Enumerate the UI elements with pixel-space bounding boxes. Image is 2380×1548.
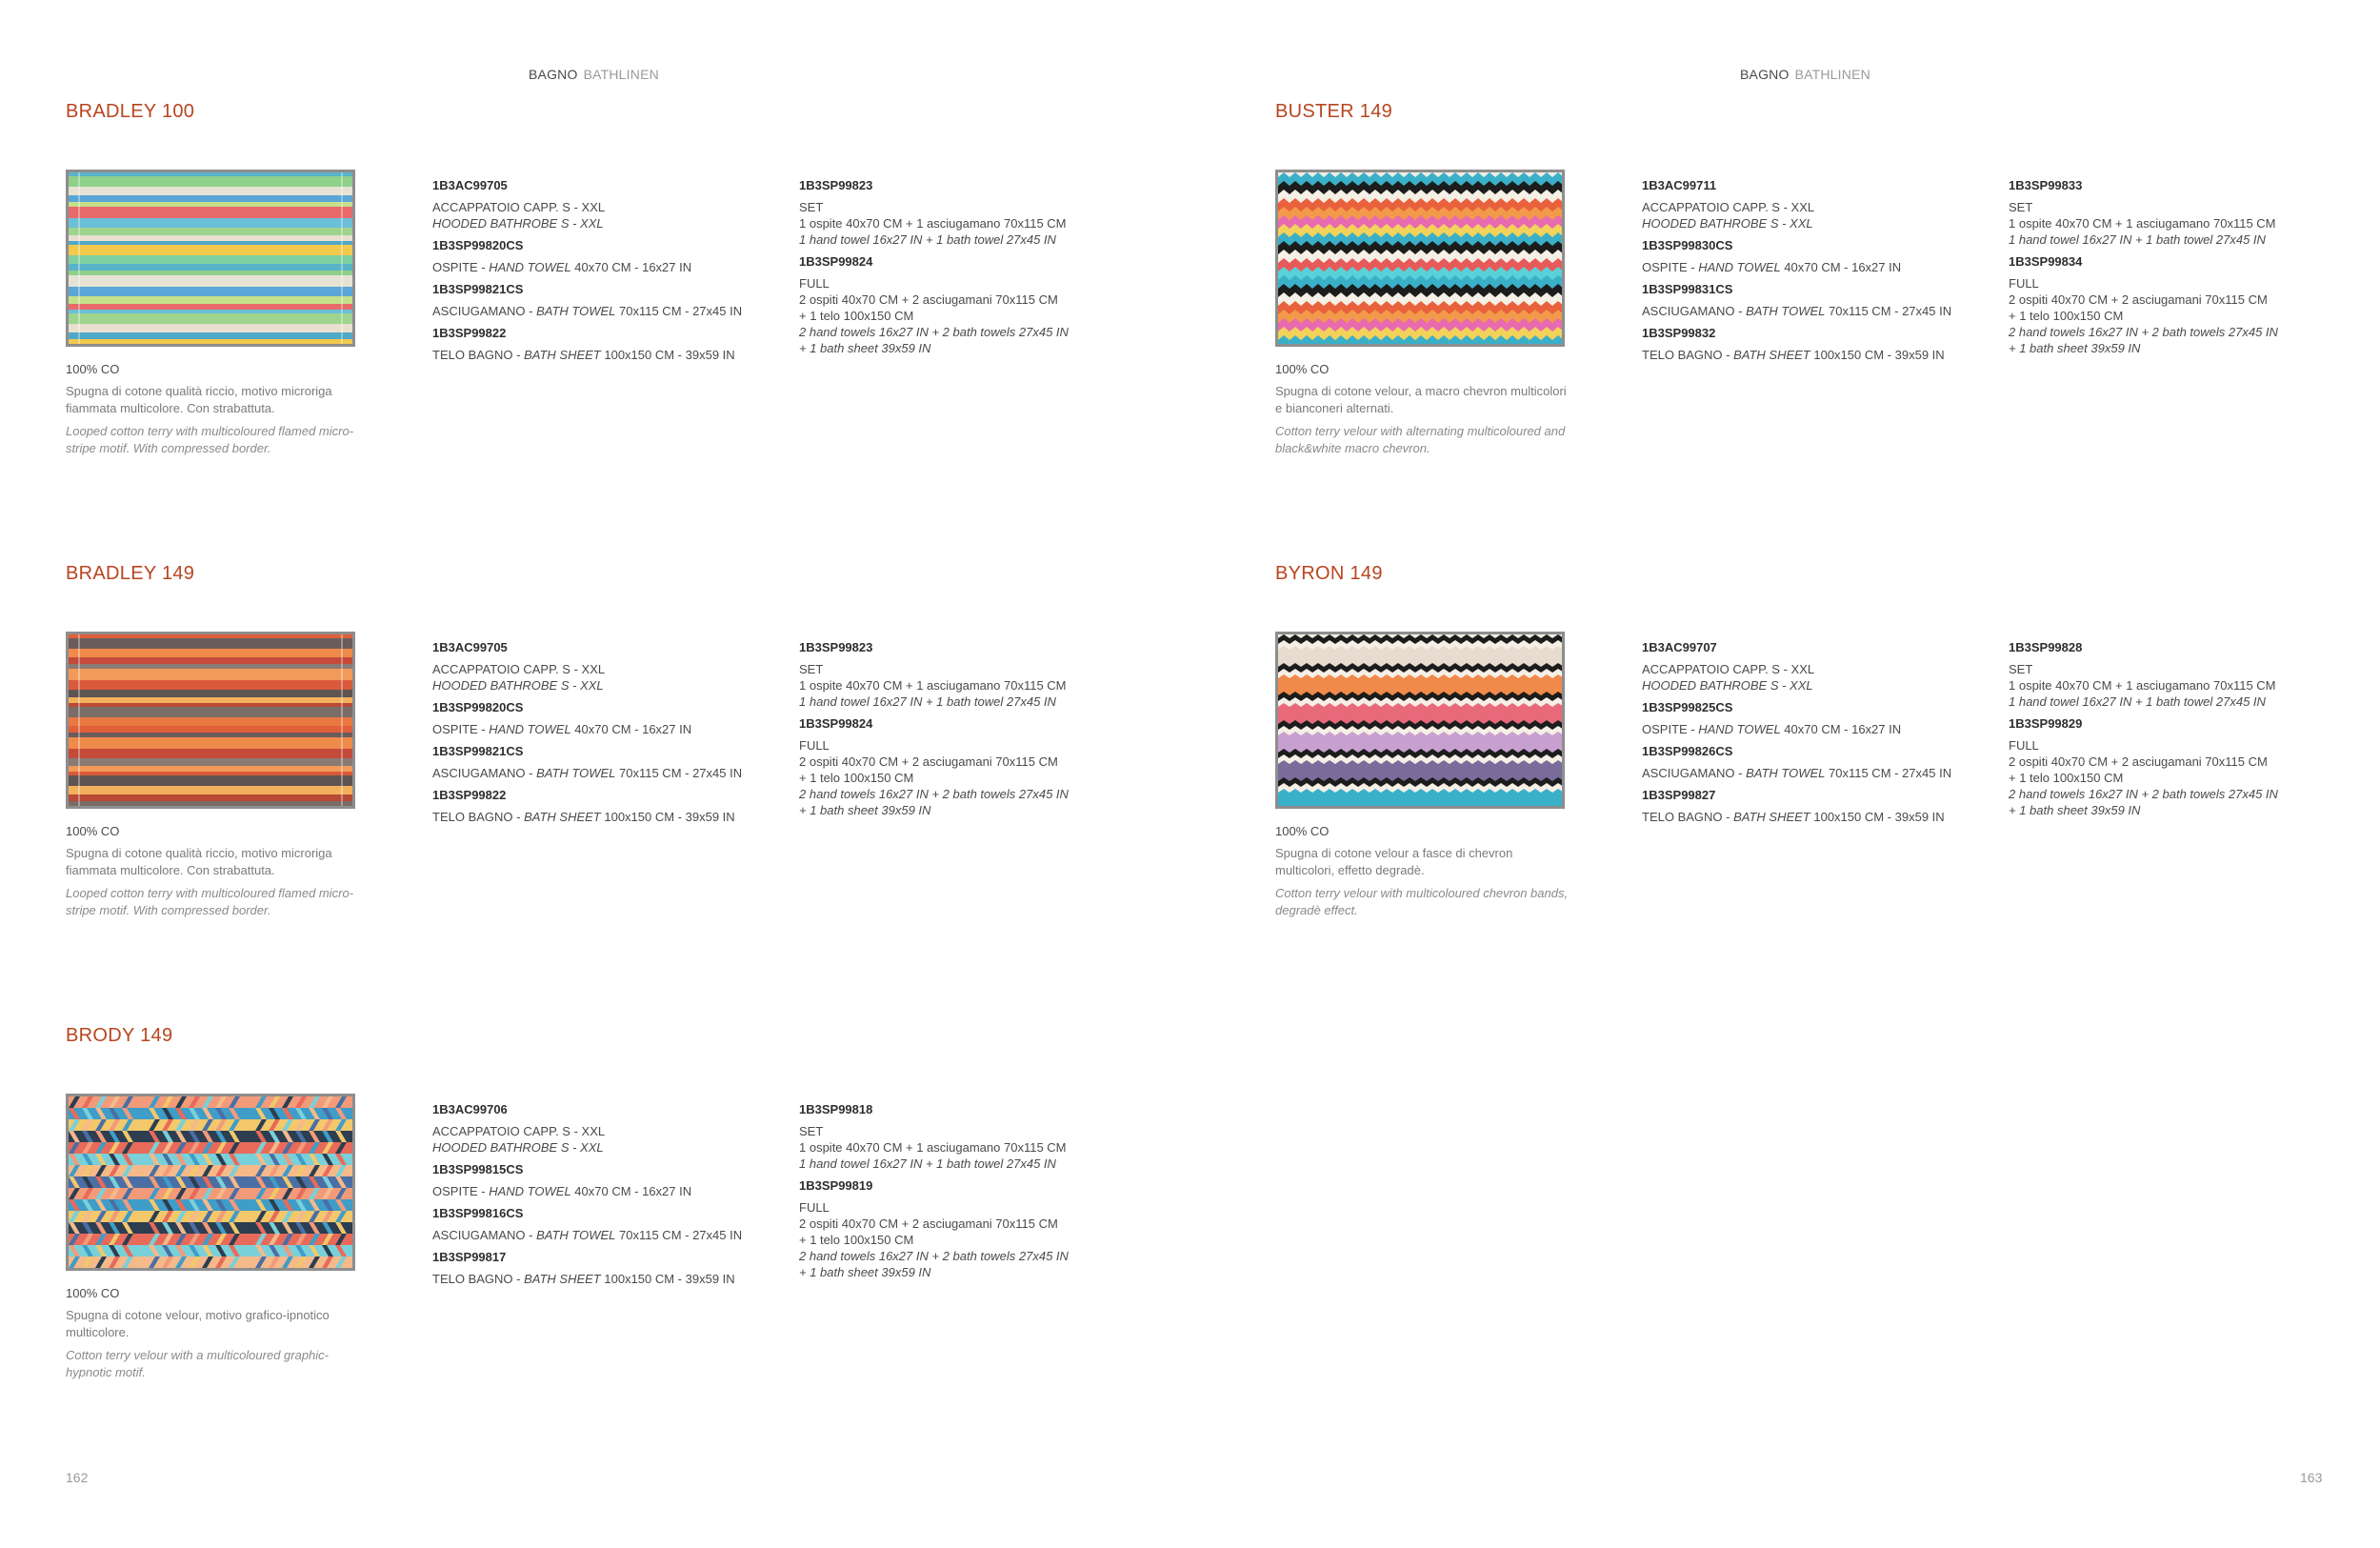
set-code: 1B3SP99833 — [2009, 178, 2083, 192]
swatch-stripe — [69, 287, 352, 296]
swatch-stripe — [69, 264, 352, 271]
full-italian-2: + 1 telo 100x150 CM — [799, 309, 914, 323]
hand-towel-line — [1642, 721, 1985, 737]
article-list — [432, 639, 775, 825]
full-english: 2 hand towels 16x27 IN + 2 bath towels 27x45 IN — [799, 1249, 1069, 1263]
bath-towel-italian: ASCIUGAMANO - — [432, 304, 537, 318]
bath-towel-english: BATH TOWEL — [1746, 766, 1826, 780]
article-code: 1B3AC99706 — [432, 1102, 508, 1116]
full-english-2: + 1 bath sheet 39x59 IN — [2009, 341, 2141, 355]
description-english: Looped cotton terry with multicoloured flamed micro-stripe motif. With compressed border. — [66, 424, 354, 455]
product-title: BUSTER 149 — [1275, 101, 1393, 122]
hand-towel-size: 40x70 CM - 16x27 IN — [570, 1184, 692, 1198]
set-code: 1B3SP99818 — [799, 1102, 873, 1116]
swatch-border-line — [341, 634, 343, 806]
bathrobe-english: HOODED BATHROBE S - XXL — [1642, 216, 1813, 231]
hand-towel-italian: OSPITE - — [1642, 722, 1699, 736]
set-english: 1 hand towel 16x27 IN + 1 bath towel 27x45 IN — [799, 694, 1056, 709]
description-italian: Spugna di cotone velour, motivo grafico-ipnotico multicolore. — [66, 1308, 330, 1339]
set-list — [2009, 177, 2370, 356]
set-code: 1B3SP99823 — [799, 178, 873, 192]
bath-towel-italian: ASCIUGAMANO - — [1642, 304, 1747, 318]
set-list — [799, 177, 1161, 356]
product-bradley-149 — [66, 563, 1209, 1011]
product-swatch-image — [66, 1094, 355, 1271]
full-english-2: + 1 bath sheet 39x59 IN — [799, 341, 931, 355]
article-code: 1B3SP99822 — [432, 326, 507, 340]
set-label: SET — [799, 200, 824, 214]
bath-sheet-italian: TELO BAGNO - — [432, 1272, 525, 1286]
full-italian-2: + 1 telo 100x150 CM — [2009, 309, 2124, 323]
full-english-2: + 1 bath sheet 39x59 IN — [799, 803, 931, 817]
swatch-stripe — [69, 664, 352, 669]
bathrobe-label: ACCAPPATOIO CAPP. S - XXL — [432, 662, 606, 676]
bath-sheet-english: BATH SHEET — [524, 1272, 601, 1286]
full-label: FULL — [2009, 738, 2039, 753]
description-english: Cotton terry velour with a multicoloured graphic-hypnotic motif. — [66, 1348, 330, 1379]
article-code: 1B3SP99825CS — [1642, 700, 1733, 714]
product-title: BRADLEY 100 — [66, 101, 195, 122]
description-english: Cotton terry velour with alternating multicoloured and black&white macro chevron. — [1275, 424, 1566, 455]
swatch-stripe — [69, 195, 352, 202]
bathrobe-english: HOODED BATHROBE S - XXL — [1642, 678, 1813, 693]
bath-towel-size: 70x115 CM - 27x45 IN — [615, 1228, 743, 1242]
swatch-stripe — [69, 324, 352, 332]
swatch-stripe — [69, 245, 352, 255]
page-number-left: 162 — [66, 1470, 89, 1485]
swatch-stripe — [69, 775, 352, 786]
swatch-stripe — [69, 794, 352, 801]
product-title: BYRON 149 — [1275, 563, 1383, 584]
article-code: 1B3SP99831CS — [1642, 282, 1733, 296]
product-byron-149 — [1275, 563, 2380, 1011]
set-label: SET — [2009, 662, 2033, 676]
bath-sheet-size: 100x150 CM - 39x59 IN — [1810, 810, 1945, 824]
header-category: BAGNO — [1740, 67, 1790, 82]
set-english: 1 hand towel 16x27 IN + 1 bath towel 27x45 IN — [2009, 232, 2266, 247]
swatch-border-line — [78, 634, 80, 806]
product-swatch-image — [66, 170, 355, 347]
bath-towel-line — [432, 303, 775, 319]
bath-sheet-line — [432, 1271, 775, 1287]
article-list — [432, 177, 775, 363]
swatch-stripe — [69, 717, 352, 726]
swatch-stripe — [69, 649, 352, 657]
product-swatch-image — [66, 632, 355, 809]
set-label: SET — [799, 1124, 824, 1138]
swatch-stripe — [69, 749, 352, 758]
full-code: 1B3SP99829 — [2009, 716, 2083, 731]
set-english: 1 hand towel 16x27 IN + 1 bath towel 27x45 IN — [2009, 694, 2266, 709]
bath-sheet-english: BATH SHEET — [1733, 810, 1810, 824]
bathrobe-english: HOODED BATHROBE S - XXL — [432, 678, 604, 693]
bath-towel-italian: ASCIUGAMANO - — [1642, 766, 1747, 780]
product-buster-149 — [1275, 101, 2380, 549]
article-code: 1B3SP99820CS — [432, 700, 524, 714]
swatch-stripe — [69, 255, 352, 264]
description-italian: Spugna di cotone velour a fasce di chevron multicolori, effetto degradè. — [1275, 846, 1513, 877]
article-code: 1B3SP99832 — [1642, 326, 1716, 340]
full-code: 1B3SP99819 — [799, 1178, 873, 1193]
full-code: 1B3SP99824 — [799, 716, 873, 731]
bathrobe-label: ACCAPPATOIO CAPP. S - XXL — [432, 1124, 606, 1138]
article-code: 1B3AC99705 — [432, 178, 508, 192]
bath-towel-line — [432, 765, 775, 781]
hand-towel-english: HAND TOWEL — [1698, 260, 1781, 274]
article-code: 1B3SP99820CS — [432, 238, 524, 252]
bath-towel-size: 70x115 CM - 27x45 IN — [615, 766, 743, 780]
bath-towel-italian: ASCIUGAMANO - — [432, 1228, 537, 1242]
swatch-stripe — [69, 304, 352, 310]
set-list — [2009, 639, 2370, 818]
bath-sheet-english: BATH SHEET — [524, 348, 601, 362]
bath-sheet-size: 100x150 CM - 39x59 IN — [600, 810, 735, 824]
full-label: FULL — [2009, 276, 2039, 291]
swatch-stripe — [69, 172, 352, 176]
description-italian: Spugna di cotone qualità riccio, motivo microriga fiammata multicolore. Con strabattuta. — [66, 846, 332, 877]
bath-sheet-italian: TELO BAGNO - — [432, 810, 525, 824]
bathrobe-label: ACCAPPATOIO CAPP. S - XXL — [1642, 200, 1815, 214]
swatch-stripe — [69, 202, 352, 207]
full-italian: 2 ospiti 40x70 CM + 2 asciugamani 70x115 CM — [799, 754, 1058, 769]
bath-towel-english: BATH TOWEL — [1746, 304, 1826, 318]
swatch-stripe — [69, 707, 352, 717]
set-italian: 1 ospite 40x70 CM + 1 asciugamano 70x115 CM — [799, 678, 1067, 693]
hand-towel-size: 40x70 CM - 16x27 IN — [570, 260, 692, 274]
swatch-stripe — [69, 241, 352, 245]
swatch-stripe — [69, 296, 352, 304]
bath-sheet-size: 100x150 CM - 39x59 IN — [1810, 348, 1945, 362]
swatch-stripe — [69, 766, 352, 772]
swatch-stripe — [69, 176, 352, 187]
hand-towel-size: 40x70 CM - 16x27 IN — [1780, 722, 1902, 736]
full-italian-2: + 1 telo 100x150 CM — [799, 1233, 914, 1247]
hand-towel-english: HAND TOWEL — [489, 260, 571, 274]
swatch-stripe — [69, 801, 352, 806]
bath-towel-line — [432, 1227, 775, 1243]
swatch-stripe — [69, 697, 352, 703]
hand-towel-italian: OSPITE - — [432, 1184, 490, 1198]
set-english: 1 hand towel 16x27 IN + 1 bath towel 27x45 IN — [799, 1156, 1056, 1171]
hand-towel-italian: OSPITE - — [432, 260, 490, 274]
full-code: 1B3SP99834 — [2009, 254, 2083, 269]
set-code: 1B3SP99823 — [799, 640, 873, 654]
swatch-stripe — [69, 772, 352, 775]
swatch-stripe — [69, 737, 352, 749]
swatch-stripe — [69, 218, 352, 228]
description-english: Cotton terry velour with multicoloured chevron bands, degradè effect. — [1275, 886, 1569, 917]
description-italian: Spugna di cotone velour, a macro chevron multicolori e bianconeri alternati. — [1275, 384, 1567, 415]
swatch-stripe — [69, 339, 352, 344]
hand-towel-line — [1642, 259, 1985, 275]
product-bradley-100 — [66, 101, 1209, 549]
full-code: 1B3SP99824 — [799, 254, 873, 269]
article-code: 1B3SP99821CS — [432, 282, 524, 296]
set-label: SET — [2009, 200, 2033, 214]
swatch-pattern — [69, 172, 352, 344]
full-label: FULL — [799, 738, 830, 753]
full-italian-2: + 1 telo 100x150 CM — [799, 771, 914, 785]
full-italian: 2 ospiti 40x70 CM + 2 asciugamani 70x115 CM — [799, 1216, 1058, 1231]
hand-towel-english: HAND TOWEL — [489, 1184, 571, 1198]
swatch-stripe — [69, 657, 352, 664]
bath-sheet-english: BATH SHEET — [1733, 348, 1810, 362]
swatch-stripe — [69, 690, 352, 697]
bath-towel-size: 70x115 CM - 27x45 IN — [1825, 766, 1952, 780]
bath-towel-english: BATH TOWEL — [536, 1228, 616, 1242]
page-header-right — [1740, 67, 1870, 82]
swatch-pattern — [69, 634, 352, 806]
swatch-stripe — [69, 786, 352, 794]
article-code: 1B3AC99705 — [432, 640, 508, 654]
bath-towel-line — [1642, 765, 1985, 781]
set-code: 1B3SP99828 — [2009, 640, 2083, 654]
swatch-stripe — [69, 310, 352, 313]
product-title: BRODY 149 — [66, 1025, 173, 1046]
material-composition: 100% CO — [66, 1286, 120, 1300]
hand-towel-size: 40x70 CM - 16x27 IN — [570, 722, 692, 736]
hand-towel-line — [432, 1183, 775, 1199]
description-italian: Spugna di cotone qualità riccio, motivo microriga fiammata multicolore. Con strabattuta. — [66, 384, 332, 415]
bath-towel-line — [1642, 303, 1985, 319]
article-code: 1B3SP99826CS — [1642, 744, 1733, 758]
bath-towel-english: BATH TOWEL — [536, 304, 616, 318]
full-english: 2 hand towels 16x27 IN + 2 bath towels 27x45 IN — [799, 787, 1069, 801]
bathrobe-label: ACCAPPATOIO CAPP. S - XXL — [1642, 662, 1815, 676]
bath-sheet-line — [432, 347, 775, 363]
bath-sheet-english: BATH SHEET — [524, 810, 601, 824]
set-italian: 1 ospite 40x70 CM + 1 asciugamano 70x115 CM — [799, 216, 1067, 231]
article-list — [432, 1101, 775, 1287]
swatch-stripe — [69, 235, 352, 241]
article-list — [1642, 639, 1985, 825]
bath-sheet-size: 100x150 CM - 39x59 IN — [600, 348, 735, 362]
set-italian: 1 ospite 40x70 CM + 1 asciugamano 70x115 CM — [799, 1140, 1067, 1155]
header-category: BAGNO — [529, 67, 578, 82]
article-code: 1B3SP99821CS — [432, 744, 524, 758]
full-italian: 2 ospiti 40x70 CM + 2 asciugamani 70x115 CM — [2009, 292, 2268, 307]
swatch-stripe — [69, 207, 352, 218]
hand-towel-italian: OSPITE - — [432, 722, 490, 736]
bath-sheet-italian: TELO BAGNO - — [1642, 348, 1734, 362]
set-label: SET — [799, 662, 824, 676]
product-swatch-image — [1275, 632, 1565, 809]
bathrobe-english: HOODED BATHROBE S - XXL — [432, 216, 604, 231]
bath-sheet-size: 100x150 CM - 39x59 IN — [600, 1272, 735, 1286]
swatch-stripe — [69, 680, 352, 690]
product-brody-149 — [66, 1025, 1209, 1473]
swatch-stripe — [69, 703, 352, 707]
article-code: 1B3SP99830CS — [1642, 238, 1733, 252]
article-code: 1B3SP99822 — [432, 788, 507, 802]
article-code: 1B3SP99817 — [432, 1250, 507, 1264]
set-english: 1 hand towel 16x27 IN + 1 bath towel 27x45 IN — [799, 232, 1056, 247]
article-code: 1B3AC99711 — [1642, 178, 1717, 192]
full-italian-2: + 1 telo 100x150 CM — [2009, 771, 2124, 785]
swatch-stripe — [69, 634, 352, 638]
swatch-pattern — [69, 1096, 352, 1268]
hand-towel-line — [432, 259, 775, 275]
set-list — [799, 639, 1161, 818]
material-composition: 100% CO — [66, 824, 120, 838]
swatch-stripe — [69, 638, 352, 649]
description-english: Looped cotton terry with multicoloured flamed micro-stripe motif. With compressed border. — [66, 886, 354, 917]
swatch-stripe — [69, 758, 352, 766]
hand-towel-english: HAND TOWEL — [489, 722, 571, 736]
full-english: 2 hand towels 16x27 IN + 2 bath towels 27x45 IN — [799, 325, 1069, 339]
bath-sheet-italian: TELO BAGNO - — [1642, 810, 1734, 824]
header-subcategory: BATHLINEN — [1794, 67, 1870, 82]
article-code: 1B3SP99816CS — [432, 1206, 524, 1220]
hand-towel-english: HAND TOWEL — [1698, 722, 1781, 736]
material-composition: 100% CO — [66, 362, 120, 376]
full-label: FULL — [799, 276, 830, 291]
full-italian: 2 ospiti 40x70 CM + 2 asciugamani 70x115 CM — [2009, 754, 2268, 769]
hand-towel-italian: OSPITE - — [1642, 260, 1699, 274]
page-header-left — [529, 67, 659, 82]
article-code: 1B3SP99815CS — [432, 1162, 524, 1176]
set-italian: 1 ospite 40x70 CM + 1 asciugamano 70x115 CM — [2009, 216, 2276, 231]
full-english: 2 hand towels 16x27 IN + 2 bath towels 27x45 IN — [2009, 787, 2278, 801]
bath-towel-english: BATH TOWEL — [536, 766, 616, 780]
full-label: FULL — [799, 1200, 830, 1215]
swatch-stripe — [69, 313, 352, 324]
set-list — [799, 1101, 1161, 1280]
swatch-stripe — [69, 332, 352, 339]
material-composition: 100% CO — [1275, 362, 1330, 376]
article-list — [1642, 177, 1985, 363]
header-subcategory: BATHLINEN — [583, 67, 659, 82]
swatch-stripe — [69, 187, 352, 195]
swatch-stripe — [69, 228, 352, 235]
swatch-stripe — [69, 271, 352, 275]
full-italian: 2 ospiti 40x70 CM + 2 asciugamani 70x115 CM — [799, 292, 1058, 307]
swatch-pattern — [1278, 634, 1562, 806]
bath-sheet-line — [432, 809, 775, 825]
product-swatch-image — [1275, 170, 1565, 347]
page-number-right: 163 — [2300, 1470, 2323, 1485]
bath-sheet-line — [1642, 347, 1985, 363]
bath-sheet-line — [1642, 809, 1985, 825]
bathrobe-english: HOODED BATHROBE S - XXL — [432, 1140, 604, 1155]
article-code: 1B3AC99707 — [1642, 640, 1717, 654]
bath-towel-size: 70x115 CM - 27x45 IN — [1825, 304, 1952, 318]
hand-towel-line — [432, 721, 775, 737]
swatch-stripe — [69, 275, 352, 287]
bathrobe-label: ACCAPPATOIO CAPP. S - XXL — [432, 200, 606, 214]
material-composition: 100% CO — [1275, 824, 1330, 838]
swatch-stripe — [69, 669, 352, 680]
swatch-stripe — [69, 726, 352, 733]
swatch-pattern — [1278, 172, 1562, 344]
swatch-border-line — [78, 172, 80, 344]
full-english-2: + 1 bath sheet 39x59 IN — [799, 1265, 931, 1279]
bath-towel-italian: ASCIUGAMANO - — [432, 766, 537, 780]
swatch-stripe — [69, 733, 352, 737]
full-english: 2 hand towels 16x27 IN + 2 bath towels 27x45 IN — [2009, 325, 2278, 339]
product-title: BRADLEY 149 — [66, 563, 195, 584]
full-english-2: + 1 bath sheet 39x59 IN — [2009, 803, 2141, 817]
hand-towel-size: 40x70 CM - 16x27 IN — [1780, 260, 1902, 274]
bath-sheet-italian: TELO BAGNO - — [432, 348, 525, 362]
set-italian: 1 ospite 40x70 CM + 1 asciugamano 70x115 CM — [2009, 678, 2276, 693]
article-code: 1B3SP99827 — [1642, 788, 1716, 802]
bath-towel-size: 70x115 CM - 27x45 IN — [615, 304, 743, 318]
swatch-border-line — [341, 172, 343, 344]
